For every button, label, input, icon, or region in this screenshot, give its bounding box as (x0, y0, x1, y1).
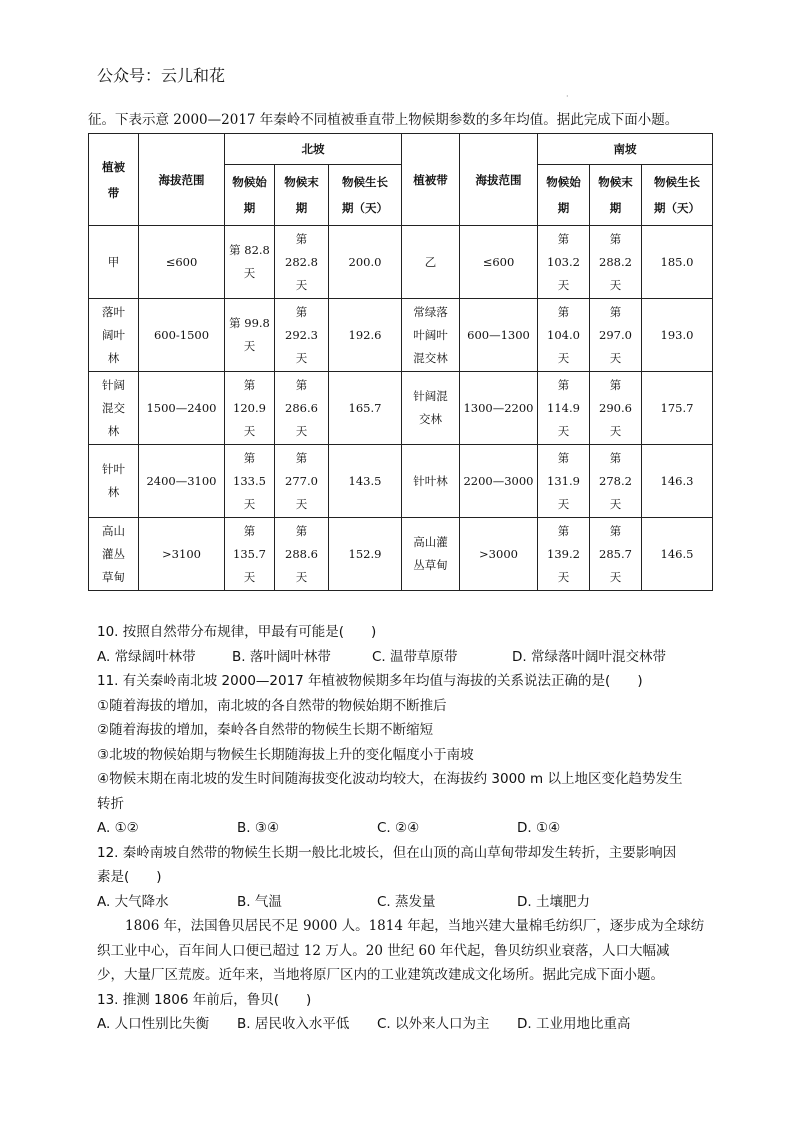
cell-altitude: >3100 (139, 518, 225, 591)
question-12-options (97, 890, 727, 915)
option-a[interactable]: A. ①② (97, 820, 139, 836)
cell-altitude: ≤600 (139, 226, 225, 299)
cell-zone: 乙 (402, 226, 460, 299)
question-13: 13. 推测 1806 年前后，鲁贝( ) (97, 991, 312, 1008)
question-12-cont: 素是( ) (97, 869, 162, 885)
cell-length: 165.7 (329, 372, 402, 445)
cell-zone: 落叶 阔叶 林 (89, 299, 139, 372)
cell-zone: 高山灌 丛草甸 (402, 518, 460, 591)
question-10: 10. 按照自然带分布规律，甲最有可能是( ) (97, 624, 377, 640)
question-13-options (97, 1012, 727, 1037)
option-b[interactable]: B. 气温 (237, 893, 282, 910)
table-row (89, 445, 713, 518)
cell-end: 第 278.2 天 (590, 445, 642, 518)
cell-start: 第 120.9 天 (225, 372, 275, 445)
page-header: 公众号：云儿和花 (97, 66, 226, 85)
cell-end: 第 286.6 天 (275, 372, 329, 445)
cell-start: 第 99.8 天 (225, 299, 275, 372)
cell-start: 第 104.0 天 (538, 299, 590, 372)
cell-start: 第 135.7 天 (225, 518, 275, 591)
cell-zone: 高山 灌丛 草甸 (89, 518, 139, 591)
cell-zone: 甲 (89, 226, 139, 299)
cell-altitude: 600—1300 (460, 299, 538, 372)
passage-line-3: 少，大量厂区荒废。近年来，当地将原厂区内的工业建筑改建成文化场所。据此完成下面小题。 (97, 967, 664, 983)
cell-altitude: >3000 (460, 518, 538, 591)
scan-mark: · (566, 92, 569, 101)
cell-zone: 针阔 混交 林 (89, 372, 139, 445)
cell-length: 152.9 (329, 518, 402, 591)
cell-zone: 针阔混 交林 (402, 372, 460, 445)
option-b[interactable]: B. 落叶阔叶林带 (232, 648, 331, 665)
cell-altitude: ≤600 (460, 226, 538, 299)
option-c[interactable]: C. ②④ (377, 820, 420, 836)
phenology-table (88, 133, 713, 591)
cell-altitude: 1300—2200 (460, 372, 538, 445)
header-end-north: 物候末 期 (275, 165, 329, 226)
cell-start: 第 131.9 天 (538, 445, 590, 518)
option-a[interactable]: A. 人口性别比失衡 (97, 1016, 210, 1032)
cell-length: 192.6 (329, 299, 402, 372)
table-row (89, 226, 713, 299)
question-11-options (97, 816, 727, 841)
option-a[interactable]: A. 大气降水 (97, 893, 169, 910)
cell-length: 185.0 (642, 226, 713, 299)
table-row (89, 518, 713, 591)
cell-end: 第 288.6 天 (275, 518, 329, 591)
passage-line-2: 织工业中心，百年间人口便已超过 12 万人。20 世纪 60 年代起，鲁贝纺织业衰落，人口大幅减 (97, 942, 670, 959)
statement-1: ①随着海拔的增加，南北坡的各自然带的物候始期不断推后 (97, 697, 447, 714)
option-b[interactable]: B. ③④ (237, 820, 280, 836)
header-zone-south: 植被带 (402, 134, 460, 226)
cell-altitude: 2400—3100 (139, 445, 225, 518)
cell-start: 第 139.2 天 (538, 518, 590, 591)
cell-altitude: 2200—3000 (460, 445, 538, 518)
cell-length: 200.0 (329, 226, 402, 299)
header-length-north: 物候生长 期（天） (329, 165, 402, 226)
header-length-south: 物候生长 期（天） (642, 165, 713, 226)
header-zone-north: 植被 带 (89, 134, 139, 226)
cell-start: 第 82.8 天 (225, 226, 275, 299)
option-c[interactable]: C. 蒸发量 (377, 893, 436, 910)
question-10-options (97, 645, 727, 670)
option-a[interactable]: A. 常绿阔叶林带 (97, 648, 196, 665)
option-b[interactable]: B. 居民收入水平低 (237, 1016, 350, 1032)
header-start-south: 物候始 期 (538, 165, 590, 226)
questions-block (97, 620, 727, 1037)
cell-length: 146.3 (642, 445, 713, 518)
cell-length: 175.7 (642, 372, 713, 445)
option-d[interactable]: D. 工业用地比重高 (517, 1016, 631, 1032)
table-row (89, 372, 713, 445)
header-altitude-north: 海拔范围 (139, 134, 225, 226)
cell-end: 第 290.6 天 (590, 372, 642, 445)
option-d[interactable]: D. ①④ (517, 820, 561, 836)
statement-3: ③北坡的物候始期与物候生长期随海拔上升的变化幅度小于南坡 (97, 746, 474, 763)
header-altitude-south: 海拔范围 (460, 134, 538, 226)
header-south-slope: 南坡 (538, 134, 713, 165)
statement-4-cont: 转折 (97, 795, 124, 812)
cell-end: 第 288.2 天 (590, 226, 642, 299)
passage-line-1: 1806 年，法国鲁贝居民不足 9000 人。1814 年起，当地兴建大量棉毛纺织厂，逐步成为全球纺 (125, 918, 705, 934)
option-c[interactable]: C. 温带草原带 (372, 648, 458, 665)
statement-2: ②随着海拔的增加，秦岭各自然带的物候生长期不断缩短 (97, 722, 434, 738)
header-start-north: 物候始 期 (225, 165, 275, 226)
header-north-slope: 北坡 (225, 134, 402, 165)
option-d[interactable]: D. 土壤肥力 (517, 893, 590, 910)
option-c[interactable]: C. 以外来人口为主 (377, 1016, 490, 1032)
cell-start: 第 114.9 天 (538, 372, 590, 445)
header-end-south: 物候末 期 (590, 165, 642, 226)
cell-altitude: 600-1500 (139, 299, 225, 372)
cell-length: 146.5 (642, 518, 713, 591)
cell-end: 第 292.3 天 (275, 299, 329, 372)
table-intro: 征。下表示意 2000—2017 年秦岭不同植被垂直带上物候期参数的多年均值。据此完成下面小题。 (88, 112, 679, 128)
option-d[interactable]: D. 常绿落叶阔叶混交林带 (512, 648, 666, 665)
cell-length: 193.0 (642, 299, 713, 372)
cell-length: 143.5 (329, 445, 402, 518)
cell-zone: 常绿落 叶阔叶 混交林 (402, 299, 460, 372)
statement-4: ④物候末期在南北坡的发生时间随海拔变化波动均较大，在海拔约 3000 m 以上地区变化趋势发生 (97, 771, 683, 787)
cell-start: 第 133.5 天 (225, 445, 275, 518)
cell-start: 第 103.2 天 (538, 226, 590, 299)
cell-end: 第 277.0 天 (275, 445, 329, 518)
cell-zone: 针叶林 (402, 445, 460, 518)
cell-end: 第 282.8 天 (275, 226, 329, 299)
table-row (89, 299, 713, 372)
cell-end: 第 285.7 天 (590, 518, 642, 591)
question-11: 11. 有关秦岭南北坡 2000—2017 年植被物候期多年均值与海拔的关系说法正确的是( ) (97, 673, 643, 689)
question-12: 12. 秦岭南坡自然带的物候生长期一般比北坡长，但在山顶的高山草甸带却发生转折，主要影响因 (97, 844, 677, 861)
cell-altitude: 1500—2400 (139, 372, 225, 445)
cell-end: 第 297.0 天 (590, 299, 642, 372)
cell-zone: 针叶 林 (89, 445, 139, 518)
